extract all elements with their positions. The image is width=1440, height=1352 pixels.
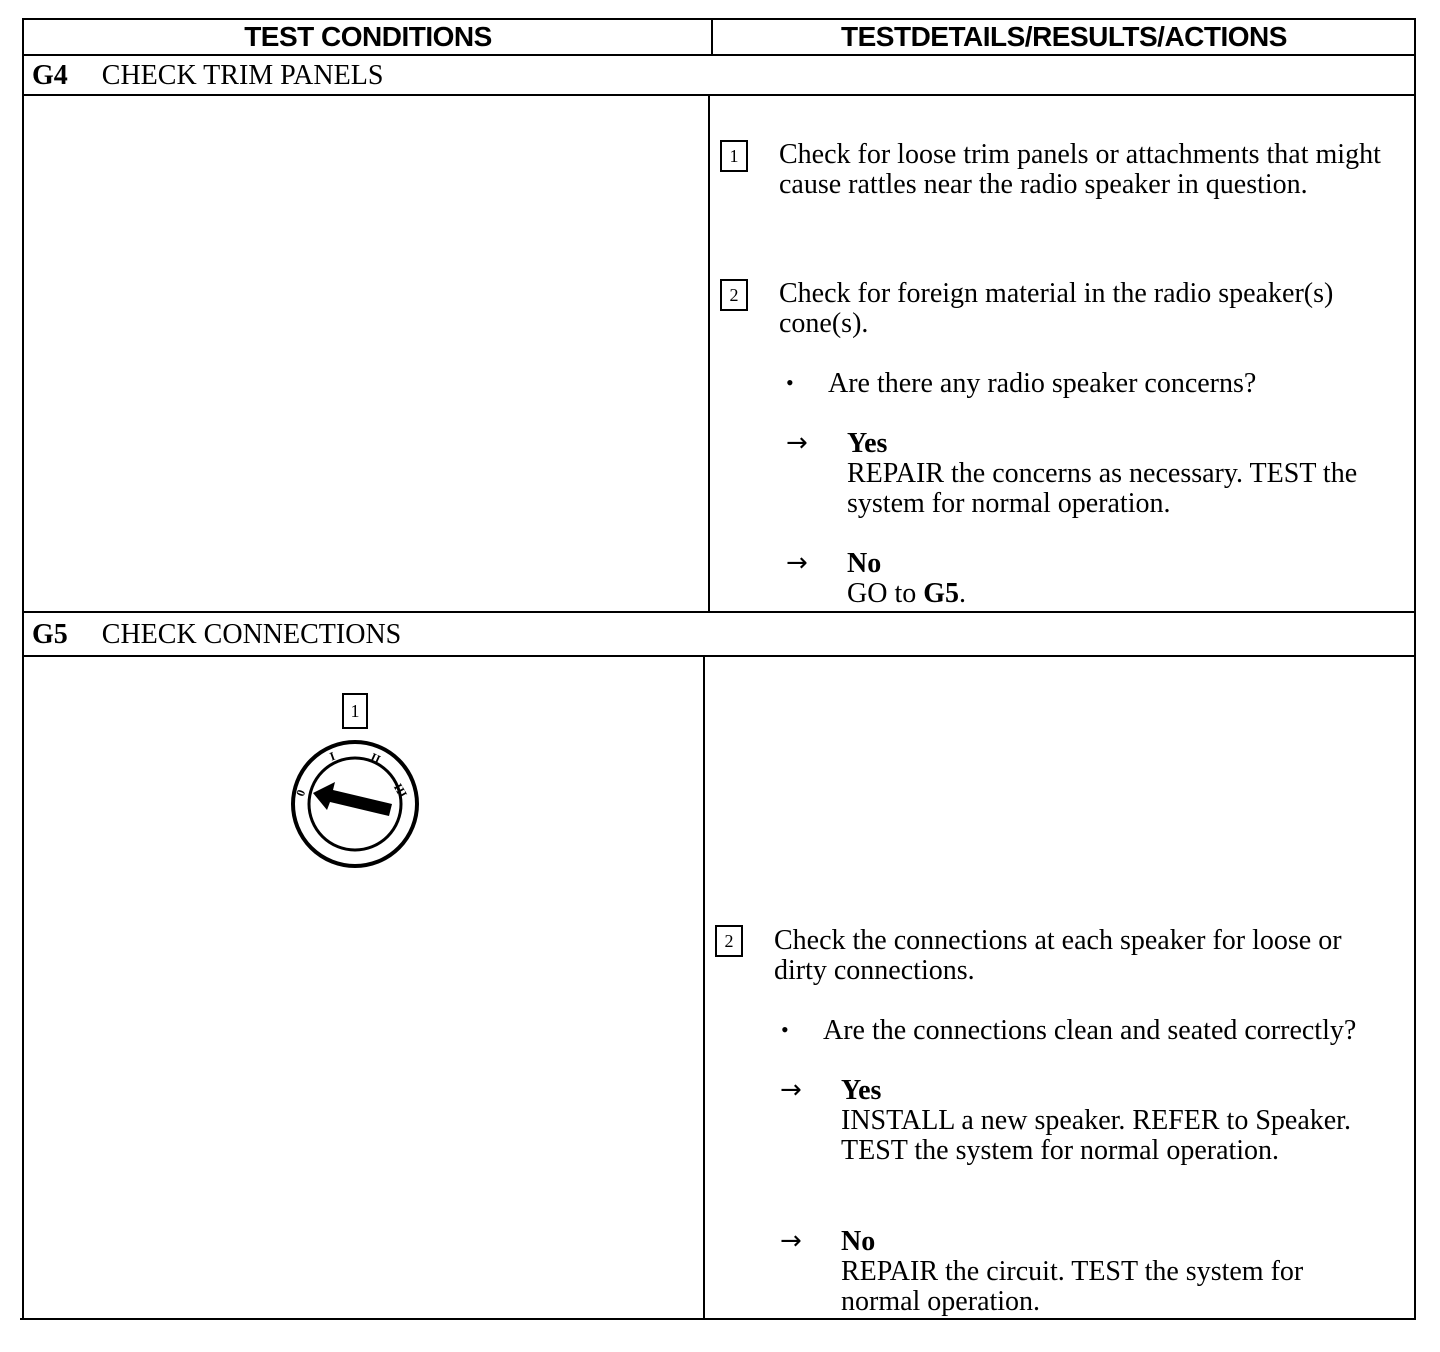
g5-top-divider: [22, 611, 1416, 613]
g4-yes-arrow-icon: →: [786, 428, 808, 458]
g5-column-divider: [703, 656, 705, 1320]
g4-step-1-number: 1: [720, 140, 748, 172]
g4-step-1-text: Check for loose trim panels or attachments that might cause rattles near the radio speaker in question.: [779, 139, 1381, 200]
table-border-right: [1414, 18, 1416, 1320]
g4-yes-label: Yes: [847, 428, 888, 459]
g5-yes-arrow-icon: →: [780, 1075, 802, 1105]
g4-section-title: [32, 60, 383, 92]
ignition-label-1: I: [327, 748, 337, 764]
g4-yes-action: REPAIR the concerns as necessary. TEST the system for normal operation.: [847, 458, 1358, 519]
g4-no-label: No: [847, 548, 882, 579]
g5-id: G5: [32, 619, 68, 650]
header-divider: [24, 54, 1416, 56]
g5-no-label: No: [841, 1226, 876, 1257]
ignition-label-0: 0: [293, 787, 309, 799]
table-border-left: [22, 18, 24, 1320]
ignition-key-arrow: [313, 782, 392, 816]
g5-yes-label: Yes: [841, 1075, 882, 1106]
g4-no-action: [847, 579, 966, 609]
g5-title-divider: [22, 655, 1416, 657]
g4-title: CHECK TRIM PANELS: [101, 60, 384, 91]
header-test-conditions: TEST CONDITIONS: [244, 21, 492, 52]
g5-question-bullet: •: [781, 1017, 789, 1042]
g5-step-1-number: 1: [342, 693, 368, 729]
ignition-switch-icon: [285, 740, 425, 870]
g5-question: Are the connections clean and seated correctly?: [823, 1015, 1357, 1046]
ignition-label-3: III: [390, 781, 411, 801]
g5-yes-action: INSTALL a new speaker. REFER to Speaker. TEST the system for normal operation.: [841, 1105, 1351, 1166]
g4-no-prefix: GO to: [847, 578, 917, 609]
table-border-bottom: [20, 1318, 1416, 1320]
g4-column-divider: [708, 95, 710, 613]
g5-no-arrow-icon: →: [780, 1226, 802, 1256]
g5-step-2-number: 2: [715, 925, 743, 957]
g5-step-2-text: Check the connections at each speaker for loose or dirty connections.: [774, 925, 1342, 986]
header-test-details: TESTDETAILS/RESULTS/ACTIONS: [841, 21, 1287, 52]
g4-no-suffix: .: [959, 578, 967, 609]
g4-id: G4: [32, 60, 68, 91]
g5-section-title: [32, 619, 401, 651]
g4-question: Are there any radio speaker concerns?: [828, 368, 1257, 399]
ignition-label-2: II: [368, 749, 383, 767]
g4-step-2-text: Check for foreign material in the radio speaker(s) cone(s).: [779, 278, 1334, 339]
g4-question-bullet: •: [786, 370, 794, 395]
g4-no-target: G5: [923, 578, 960, 609]
g4-no-arrow-icon: →: [786, 548, 808, 578]
g5-title: CHECK CONNECTIONS: [101, 619, 402, 650]
g5-no-action: REPAIR the circuit. TEST the system for normal operation.: [841, 1256, 1304, 1317]
g4-title-divider: [24, 94, 1416, 96]
g4-step-2-number: 2: [720, 279, 748, 311]
